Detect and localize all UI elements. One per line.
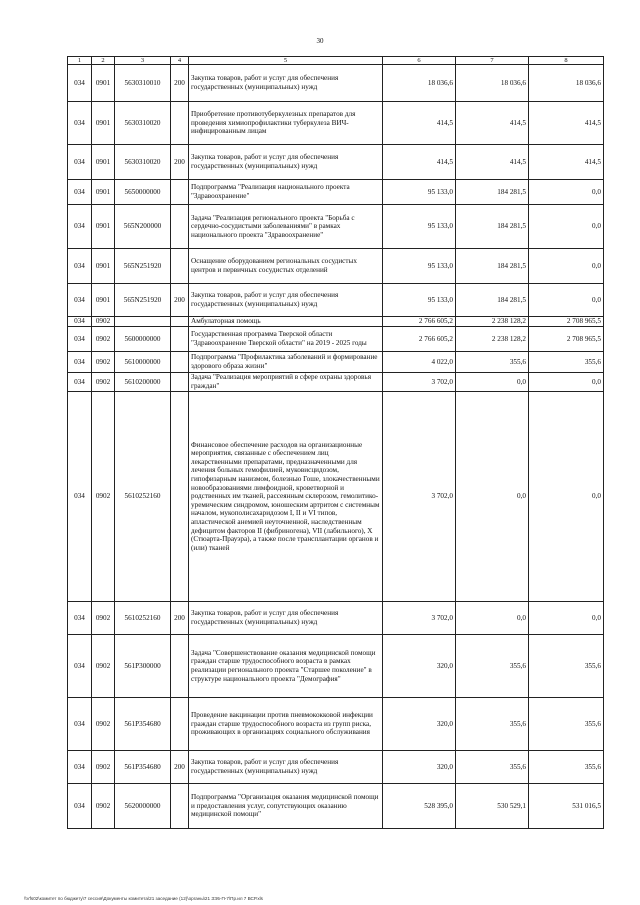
amount-year1-cell: 3 702,0 <box>383 373 456 392</box>
ministry-code-cell: 034 <box>68 698 92 751</box>
amount-year3-cell: 355,6 <box>529 698 604 751</box>
amount-year1-cell: 95 133,0 <box>383 249 456 284</box>
ministry-code-cell: 034 <box>68 284 92 317</box>
amount-year2-cell: 0,0 <box>456 602 529 635</box>
description-cell: Закупка товаров, работ и услуг для обеспечения государственных (муниципальных) нужд <box>189 145 383 180</box>
description-cell: Закупка товаров, работ и услуг для обеспечения государственных (муниципальных) нужд <box>189 65 383 102</box>
amount-year2-cell: 530 529,1 <box>456 784 529 829</box>
amount-year1-cell: 414,5 <box>383 145 456 180</box>
amount-year1-cell: 320,0 <box>383 698 456 751</box>
section-code-cell: 0902 <box>92 784 115 829</box>
amount-year3-cell: 0,0 <box>529 284 604 317</box>
table-row <box>68 635 604 698</box>
amount-year2-cell: 184 281,5 <box>456 205 529 249</box>
amount-year2-cell: 414,5 <box>456 145 529 180</box>
table-row <box>68 602 604 635</box>
table-row <box>68 102 604 145</box>
amount-year3-cell: 355,6 <box>529 635 604 698</box>
section-code-cell: 0901 <box>92 65 115 102</box>
column-header: 7 <box>456 57 529 65</box>
table-row <box>68 352 604 373</box>
expense-type-cell <box>171 352 189 373</box>
expense-type-cell: 200 <box>171 751 189 784</box>
expense-type-cell <box>171 317 189 327</box>
expense-type-cell <box>171 327 189 352</box>
target-article-cell: 5610252160 <box>115 602 171 635</box>
ministry-code-cell: 034 <box>68 102 92 145</box>
amount-year3-cell: 0,0 <box>529 249 604 284</box>
file-path-footer: \\Vfs02\комитет по бюджету\7 сессия\Документы комитета\21 заседание (12)\органы\21 ЗЭ5-П-7\Пр.ил 7 ВСР.xls <box>24 896 263 901</box>
section-code-cell: 0902 <box>92 373 115 392</box>
section-code-cell: 0902 <box>92 751 115 784</box>
table-row <box>68 317 604 327</box>
amount-year3-cell: 0,0 <box>529 180 604 205</box>
amount-year1-cell: 414,5 <box>383 102 456 145</box>
amount-year2-cell: 355,6 <box>456 698 529 751</box>
expense-type-cell <box>171 392 189 602</box>
section-code-cell: 0901 <box>92 180 115 205</box>
table-row <box>68 373 604 392</box>
amount-year3-cell: 0,0 <box>529 205 604 249</box>
target-article-cell <box>115 317 171 327</box>
section-code-cell: 0902 <box>92 317 115 327</box>
column-header: 3 <box>115 57 171 65</box>
amount-year1-cell: 95 133,0 <box>383 180 456 205</box>
table-row <box>68 284 604 317</box>
ministry-code-cell: 034 <box>68 180 92 205</box>
ministry-code-cell: 034 <box>68 392 92 602</box>
ministry-code-cell: 034 <box>68 317 92 327</box>
amount-year1-cell: 2 766 605,2 <box>383 317 456 327</box>
ministry-code-cell: 034 <box>68 352 92 373</box>
target-article-cell: 561P354680 <box>115 751 171 784</box>
ministry-code-cell: 034 <box>68 205 92 249</box>
amount-year2-cell: 0,0 <box>456 373 529 392</box>
amount-year2-cell: 355,6 <box>456 751 529 784</box>
section-code-cell: 0901 <box>92 284 115 317</box>
column-header: 1 <box>68 57 92 65</box>
section-code-cell: 0902 <box>92 392 115 602</box>
target-article-cell: 5610252160 <box>115 392 171 602</box>
column-header: 4 <box>171 57 189 65</box>
target-article-cell: 5610200000 <box>115 373 171 392</box>
section-code-cell: 0902 <box>92 635 115 698</box>
amount-year2-cell: 18 036,6 <box>456 65 529 102</box>
table-row <box>68 65 604 102</box>
amount-year2-cell: 355,6 <box>456 352 529 373</box>
table-row <box>68 327 604 352</box>
amount-year2-cell: 184 281,5 <box>456 180 529 205</box>
ministry-code-cell: 034 <box>68 373 92 392</box>
expense-type-cell: 200 <box>171 602 189 635</box>
description-cell: Закупка товаров, работ и услуг для обеспечения государственных (муниципальных) нужд <box>189 751 383 784</box>
description-cell: Амбулаторная помощь <box>189 317 383 327</box>
description-cell: Закупка товаров, работ и услуг для обеспечения государственных (муниципальных) нужд <box>189 602 383 635</box>
description-cell: Задача "Совершенствование оказания медицинской помощи граждан старше трудоспособного возраста в рамках реализации регионального проекта "Старшее поколение" в структуре национального проекта "Демография" <box>189 635 383 698</box>
ministry-code-cell: 034 <box>68 249 92 284</box>
amount-year1-cell: 4 022,0 <box>383 352 456 373</box>
target-article-cell: 5630310020 <box>115 145 171 180</box>
amount-year3-cell: 0,0 <box>529 392 604 602</box>
target-article-cell: 561P300000 <box>115 635 171 698</box>
amount-year3-cell: 0,0 <box>529 373 604 392</box>
target-article-cell: 565N251920 <box>115 284 171 317</box>
amount-year1-cell: 95 133,0 <box>383 205 456 249</box>
section-code-cell: 0902 <box>92 698 115 751</box>
expense-type-cell <box>171 698 189 751</box>
expense-type-cell <box>171 784 189 829</box>
ministry-code-cell: 034 <box>68 635 92 698</box>
amount-year3-cell: 414,5 <box>529 145 604 180</box>
column-header: 8 <box>529 57 604 65</box>
amount-year3-cell: 355,6 <box>529 751 604 784</box>
target-article-cell: 5650000000 <box>115 180 171 205</box>
table-row <box>68 698 604 751</box>
target-article-cell: 5630310020 <box>115 102 171 145</box>
column-header: 5 <box>189 57 383 65</box>
budget-table <box>67 56 604 829</box>
amount-year1-cell: 95 133,0 <box>383 284 456 317</box>
table-row <box>68 205 604 249</box>
section-code-cell: 0901 <box>92 205 115 249</box>
ministry-code-cell: 034 <box>68 602 92 635</box>
description-cell: Подпрограмма "Организация оказания медицинской помощи и предоставления услуг, сопутствующих оказанию медицинской помощи" <box>189 784 383 829</box>
amount-year2-cell: 184 281,5 <box>456 249 529 284</box>
description-cell: Приобретение противотуберкулезных препаратов для проведения химиопрофилактики туберкулеза ВИЧ-инфицированным лицам <box>189 102 383 145</box>
description-cell: Государственная программа Тверской области "Здравоохранение Тверской области" на 2019 - 2025 годы <box>189 327 383 352</box>
description-cell: Проведение вакцинации против пневмококковой инфекции граждан старше трудоспособного возраста из групп риска, проживающих в организациях социального обслуживания <box>189 698 383 751</box>
amount-year1-cell: 2 766 605,2 <box>383 327 456 352</box>
target-article-cell: 565N200000 <box>115 205 171 249</box>
amount-year3-cell: 2 708 965,5 <box>529 317 604 327</box>
ministry-code-cell: 034 <box>68 784 92 829</box>
section-code-cell: 0901 <box>92 145 115 180</box>
description-cell: Задача "Реализация регионального проекта "Борьба с сердечно-сосудистыми заболеваниями" в рамках национального проекта "Здравоохранение" <box>189 205 383 249</box>
target-article-cell: 5630310010 <box>115 65 171 102</box>
expense-type-cell <box>171 180 189 205</box>
expense-type-cell <box>171 249 189 284</box>
amount-year3-cell: 2 708 965,5 <box>529 327 604 352</box>
table-row <box>68 249 604 284</box>
expense-type-cell <box>171 635 189 698</box>
expense-type-cell: 200 <box>171 65 189 102</box>
table-row <box>68 751 604 784</box>
ministry-code-cell: 034 <box>68 327 92 352</box>
amount-year3-cell: 18 036,6 <box>529 65 604 102</box>
ministry-code-cell: 034 <box>68 65 92 102</box>
amount-year1-cell: 3 702,0 <box>383 392 456 602</box>
amount-year1-cell: 528 395,0 <box>383 784 456 829</box>
description-cell: Финансовое обеспечение расходов на организационные мероприятия, связанные с обеспечением лиц лекарственными препаратами, предназначенными для лечения больных гемофилией, муковисцидозом, гипофизарным нанизмом, болезнью Гоше, злокачественными новообразованиями лимфоидной, кроветворной и родственных им тканей, рассеянным склерозом, гемолитико-уремическим синдромом, юношеским артритом с системным началом, мукополисахаридозом I, II и VI типов, апластической анемией неуточненной, наследственным дефицитом факторов II (фибриногена), VII (лабильного), X (Стюарта-Прауэра), а также после трансплантации органов и (или) тканей <box>189 392 383 602</box>
page-number: 30 <box>316 37 324 45</box>
table-row <box>68 145 604 180</box>
target-article-cell: 5610000000 <box>115 352 171 373</box>
section-code-cell: 0902 <box>92 602 115 635</box>
section-code-cell: 0902 <box>92 327 115 352</box>
amount-year1-cell: 320,0 <box>383 635 456 698</box>
column-number-row <box>68 57 604 65</box>
amount-year1-cell: 3 702,0 <box>383 602 456 635</box>
amount-year2-cell: 0,0 <box>456 392 529 602</box>
expense-type-cell: 200 <box>171 284 189 317</box>
ministry-code-cell: 034 <box>68 751 92 784</box>
target-article-cell: 565N251920 <box>115 249 171 284</box>
table-row <box>68 784 604 829</box>
amount-year2-cell: 2 238 128,2 <box>456 317 529 327</box>
section-code-cell: 0901 <box>92 102 115 145</box>
target-article-cell: 5600000000 <box>115 327 171 352</box>
amount-year3-cell: 531 016,5 <box>529 784 604 829</box>
description-cell: Закупка товаров, работ и услуг для обеспечения государственных (муниципальных) нужд <box>189 284 383 317</box>
expense-type-cell <box>171 373 189 392</box>
amount-year1-cell: 18 036,6 <box>383 65 456 102</box>
table-row <box>68 392 604 602</box>
ministry-code-cell: 034 <box>68 145 92 180</box>
description-cell: Подпрограмма "Реализация национального проекта "Здравоохранение" <box>189 180 383 205</box>
target-article-cell: 5620000000 <box>115 784 171 829</box>
expense-type-cell <box>171 102 189 145</box>
description-cell: Задача "Реализация мероприятий в сфере охраны здоровья граждан" <box>189 373 383 392</box>
column-header: 2 <box>92 57 115 65</box>
amount-year3-cell: 355,6 <box>529 352 604 373</box>
description-cell: Подпрограмма "Профилактика заболеваний и формирование здорового образа жизни" <box>189 352 383 373</box>
expense-type-cell: 200 <box>171 145 189 180</box>
description-cell: Оснащение оборудованием региональных сосудистых центров и первичных сосудистых отделений <box>189 249 383 284</box>
amount-year3-cell: 414,5 <box>529 102 604 145</box>
column-header: 6 <box>383 57 456 65</box>
amount-year2-cell: 414,5 <box>456 102 529 145</box>
amount-year2-cell: 2 238 128,2 <box>456 327 529 352</box>
section-code-cell: 0901 <box>92 249 115 284</box>
table-row <box>68 180 604 205</box>
amount-year1-cell: 320,0 <box>383 751 456 784</box>
amount-year2-cell: 355,6 <box>456 635 529 698</box>
amount-year2-cell: 184 281,5 <box>456 284 529 317</box>
amount-year3-cell: 0,0 <box>529 602 604 635</box>
target-article-cell: 561P354680 <box>115 698 171 751</box>
expense-type-cell <box>171 205 189 249</box>
section-code-cell: 0902 <box>92 352 115 373</box>
